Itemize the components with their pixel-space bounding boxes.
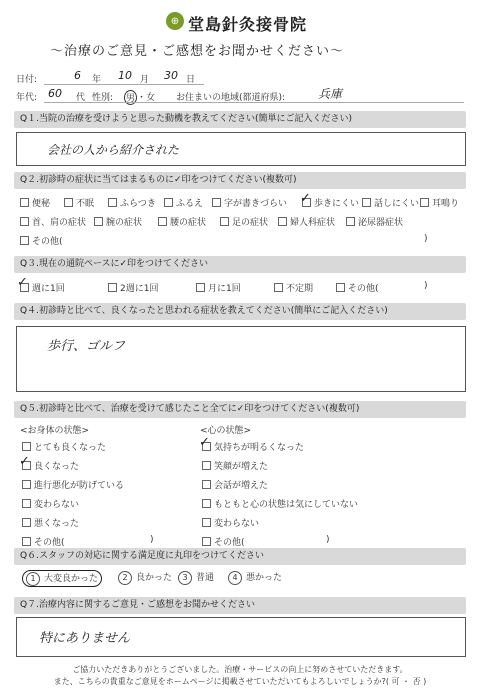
- q2-option[interactable]: 耳鳴り: [420, 196, 459, 209]
- q2-option[interactable]: 婦人科症状: [278, 215, 335, 228]
- q5-body-heading: <お身体の状態>: [20, 426, 90, 436]
- clinic-title: 堂島針灸接骨院: [188, 15, 308, 34]
- q3-option[interactable]: 月に1回: [196, 281, 241, 294]
- footer-permission: また、こちらの貴重なご意見をホームページに掲載させていただいてもよろしいでしょうか?( 可 ・ 否 ): [53, 677, 427, 686]
- checkbox[interactable]: [22, 518, 31, 527]
- q5-body-option[interactable]: とても良くなった: [22, 440, 192, 459]
- q6-option[interactable]: 2 良かった: [118, 570, 172, 585]
- checkbox[interactable]: [64, 198, 73, 207]
- q7-answer-box[interactable]: [16, 617, 466, 657]
- q5-body-other-close: ): [150, 535, 154, 545]
- q4-answer: 歩行、ゴルフ: [47, 339, 126, 354]
- q2-option-other[interactable]: その他(: [20, 234, 63, 247]
- month-unit: 月: [140, 75, 150, 85]
- q2-label: Q２.初診時の症状に当てはまるものに✓印をつけてください(複数可): [14, 172, 466, 189]
- q2-row3: [20, 234, 470, 248]
- q2-option[interactable]: 腰の症状: [158, 215, 206, 228]
- checkbox[interactable]: [94, 217, 103, 226]
- area-value[interactable]: 兵庫: [318, 87, 343, 101]
- q3-other-close: ): [424, 281, 428, 291]
- footer-thanks: ご協力いただきありがとうございました。治療・サービスの向上に努めさせていただきます。: [72, 665, 408, 674]
- q4-answer-box[interactable]: [16, 326, 466, 392]
- age-value[interactable]: 60: [48, 87, 62, 100]
- age-label: 年代:: [16, 93, 38, 103]
- q2-row2: [20, 215, 470, 229]
- checkbox[interactable]: [202, 461, 211, 470]
- checkbox[interactable]: [22, 480, 31, 489]
- check-mark-icon: ✓: [199, 435, 210, 450]
- checkbox[interactable]: [108, 198, 117, 207]
- q3-option[interactable]: 2週に1回: [108, 281, 158, 294]
- q2-option[interactable]: 便秘: [20, 196, 50, 209]
- checkbox[interactable]: [22, 499, 31, 508]
- checkbox[interactable]: [196, 283, 205, 292]
- checkbox[interactable]: [202, 499, 211, 508]
- check-mark-icon: ✓: [17, 275, 28, 290]
- checkbox[interactable]: [164, 198, 173, 207]
- q2-option[interactable]: 字が書きづらい: [212, 196, 287, 209]
- checkbox[interactable]: [202, 537, 211, 546]
- q3-option-other[interactable]: その他(: [336, 281, 379, 294]
- month-value[interactable]: 10: [118, 69, 132, 82]
- sex-male-circled[interactable]: 男: [124, 90, 137, 105]
- info-underline: [44, 102, 464, 103]
- q5-mind-list: [202, 440, 462, 554]
- q1-answer-box[interactable]: [16, 132, 466, 166]
- q2-option[interactable]: 腕の症状: [94, 215, 142, 228]
- checkbox[interactable]: [420, 198, 429, 207]
- q2-option[interactable]: 足の症状: [220, 215, 268, 228]
- q7-label: Q７.治療内容に関するご意見・ご感想をお聞かせください: [14, 597, 466, 614]
- checkbox[interactable]: [22, 442, 31, 451]
- checkbox[interactable]: [202, 480, 211, 489]
- q5-mind-heading: <心の状態>: [200, 426, 252, 436]
- date-underline: [44, 84, 204, 85]
- q5-body-option-other[interactable]: その他(: [22, 535, 192, 554]
- q5-mind-option[interactable]: 会話が増えた: [202, 478, 462, 497]
- day-unit: 日: [186, 75, 196, 85]
- checkbox[interactable]: [108, 283, 117, 292]
- sex-label: 性別:: [92, 93, 114, 103]
- checkbox[interactable]: [202, 518, 211, 527]
- q2-option[interactable]: ふらつき: [108, 196, 156, 209]
- q5-body-option[interactable]: 変わらない: [22, 497, 192, 516]
- sex-female[interactable]: 女: [146, 93, 156, 103]
- q3-option-checked[interactable]: 週に1回: [20, 281, 65, 294]
- year-unit: 年: [92, 75, 102, 85]
- q5-mind-option[interactable]: 変わらない: [202, 516, 462, 535]
- q5-mind-other-close: ): [326, 535, 330, 545]
- date-label: 日付:: [16, 75, 38, 85]
- q1-label: Q１.当院の治療を受けようと思った動機を教えてください(簡単にご記入ください): [14, 111, 466, 128]
- clinic-logo-icon: ⊕: [166, 12, 184, 30]
- checkbox[interactable]: [22, 537, 31, 546]
- q6-option[interactable]: 3 普通: [178, 570, 214, 585]
- q2-option[interactable]: ふるえ: [164, 196, 203, 209]
- q2-other-close: ): [424, 234, 428, 244]
- q6-option[interactable]: 4 悪かった: [228, 570, 282, 585]
- q7-answer: 特にありません: [39, 631, 131, 646]
- q5-mind-option-checked[interactable]: 気持ちが明るくなった: [202, 440, 462, 459]
- form-subtitle: 〜治療のご意見・ご感想をお聞かせください〜: [50, 44, 345, 59]
- check-mark-icon: ✓: [300, 191, 311, 206]
- checkbox[interactable]: [278, 217, 287, 226]
- checkbox[interactable]: [336, 283, 345, 292]
- q5-mind-option[interactable]: 笑顔が増えた: [202, 459, 462, 478]
- checkbox[interactable]: [20, 217, 29, 226]
- q4-label: Q４.初診時と比べて、良くなったと思われる症状を教えてください(簡単にご記入ください): [14, 303, 466, 320]
- check-mark-icon: ✓: [19, 454, 30, 469]
- area-label: お住まいの地域(都道府県):: [176, 93, 286, 103]
- q3-options: [20, 281, 470, 295]
- q5-label: Q５.初診時と比べて、治療を受けて感じたこと全てに✓印をつけてください(複数可): [14, 401, 466, 418]
- year-value[interactable]: 6: [74, 69, 81, 82]
- q2-option[interactable]: 首、肩の症状: [20, 215, 86, 228]
- q6-option-selected[interactable]: 1 大変良かった: [22, 570, 102, 587]
- day-value[interactable]: 30: [164, 69, 178, 82]
- q2-option-checked[interactable]: 歩きにくい: [302, 196, 359, 209]
- checkbox[interactable]: [274, 283, 283, 292]
- q5-mind-option[interactable]: もともと心の状態は気にしていない: [202, 497, 462, 516]
- q2-row1: [20, 196, 470, 210]
- q6-options: [22, 570, 462, 586]
- sex-separator: ・: [137, 93, 147, 103]
- q1-answer: 会社の人から紹介された: [47, 143, 180, 157]
- q5-mind-option-other[interactable]: その他(: [202, 535, 462, 554]
- checkbox[interactable]: [220, 217, 229, 226]
- checkbox[interactable]: [20, 198, 29, 207]
- q3-option[interactable]: 不定期: [274, 281, 313, 294]
- q2-option[interactable]: 不眠: [64, 196, 94, 209]
- q2-option[interactable]: 話しにくい: [362, 196, 419, 209]
- checkbox[interactable]: [212, 198, 221, 207]
- q5-body-option[interactable]: 悪くなった: [22, 516, 192, 535]
- checkbox[interactable]: [362, 198, 371, 207]
- checkbox[interactable]: [158, 217, 167, 226]
- q6-label: Q６.スタッフの対応に関する満足度に丸印をつけてください: [14, 548, 466, 565]
- checkbox[interactable]: [346, 217, 355, 226]
- q5-body-option[interactable]: 進行悪化が防げている: [22, 478, 192, 497]
- checkbox[interactable]: [20, 236, 29, 245]
- q2-option[interactable]: 泌尿器症状: [346, 215, 403, 228]
- q5-body-list: [22, 440, 192, 554]
- age-unit: 代: [76, 93, 86, 103]
- q5-body-option-checked[interactable]: 良くなった: [22, 459, 192, 478]
- q3-label: Q３.現在の通院ペースに✓印をつけてください: [14, 256, 466, 273]
